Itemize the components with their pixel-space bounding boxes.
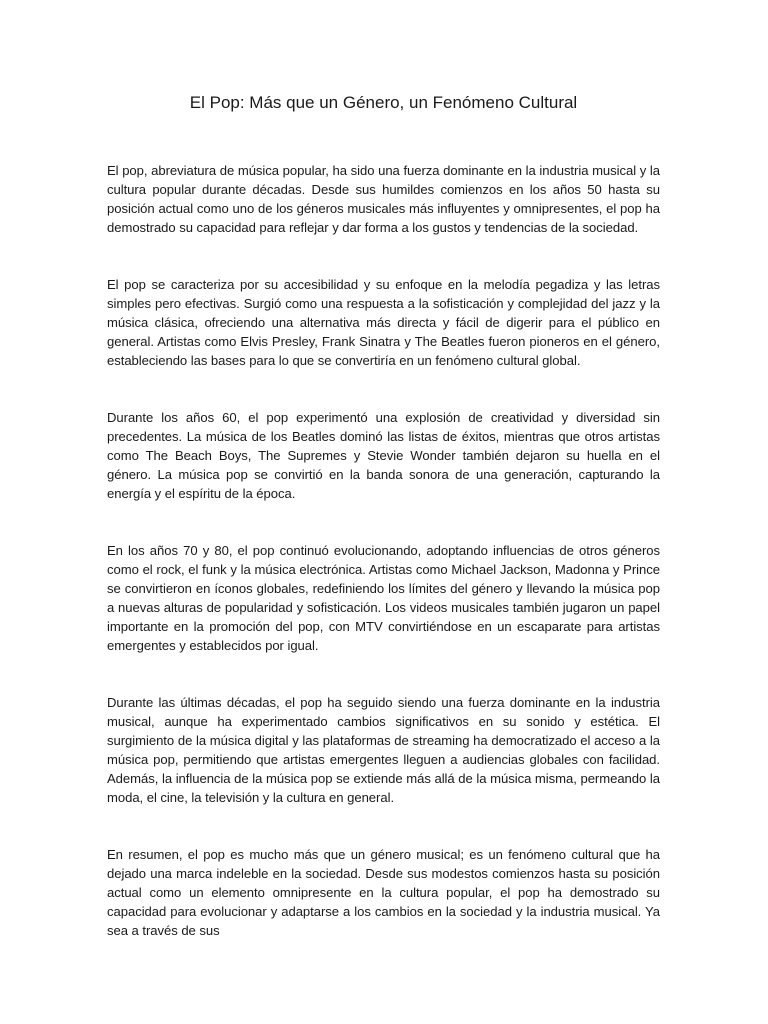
document-title: El Pop: Más que un Género, un Fenómeno Cultural bbox=[189, 93, 578, 112]
paragraph-6: En resumen, el pop es mucho más que un género musical; es un fenómeno cultural que ha dejado una marca indeleble en la sociedad. Desde sus modestos comienzos hasta su posición actual como un elemento omnipresente en la cultura popular, el pop ha demostrado su capacidad para evolucionar y adaptarse a los cambios en la sociedad y la industria musical. Ya sea a través de sus bbox=[107, 847, 660, 938]
paragraph-2: El pop se caracteriza por su accesibilidad y su enfoque en la melodía pegadiza y las letras simples pero efectivas. Surgió como una respuesta a la sofisticación y complejidad del jazz y la música clásica, ofreciendo una alternativa más directa y fácil de digerir para el público en general. Artistas como Elvis Presley, Frank Sinatra y The Beatles fueron pioneros en el género, estableciendo las bases para lo que se convertiría en un fenómeno cultural global. bbox=[107, 277, 660, 368]
paragraph-4: En los años 70 y 80, el pop continuó evolucionando, adoptando influencias de otros géneros como el rock, el funk y la música electrónica. Artistas como Michael Jackson, Madonna y Prince se convirtieron en íconos globales, redefiniendo los límites del género y llevando la música pop a nuevas alturas de popularidad y sofisticación. Los videos musicales también jugaron un papel importante en la promoción del pop, con MTV convirtiéndose en un escaparate para artistas emergentes y establecidos por igual. bbox=[107, 543, 660, 653]
paragraph-1: El pop, abreviatura de música popular, ha sido una fuerza dominante en la industria musical y la cultura popular durante décadas. Desde sus humildes comienzos en los años 50 hasta su posición actual como uno de los géneros musicales más influyentes y omnipresentes, el pop ha demostrado su capacidad para reflejar y dar forma a los gustos y tendencias de la sociedad. bbox=[107, 163, 660, 235]
paragraph-5: Durante las últimas décadas, el pop ha seguido siendo una fuerza dominante en la industria musical, aunque ha experimentado cambios significativos en su sonido y estética. El surgimiento de la música digital y las plataformas de streaming ha democratizado el acceso a la música pop, permitiendo que artistas emergentes lleguen a audiencias globales con facilidad. Además, la influencia de la música pop se extiende más allá de la música misma, permeando la moda, el cine, la televisión y la cultura en general. bbox=[107, 695, 660, 805]
paragraph-3: Durante los años 60, el pop experimentó una explosión de creatividad y diversidad sin precedentes. La música de los Beatles dominó las listas de éxitos, mientras que otros artistas como The Beach Boys, The Supremes y Stevie Wonder también dejaron su huella en el género. La música pop se convirtió en la banda sonora de una generación, capturando la energía y el espíritu de la época. bbox=[107, 410, 660, 501]
